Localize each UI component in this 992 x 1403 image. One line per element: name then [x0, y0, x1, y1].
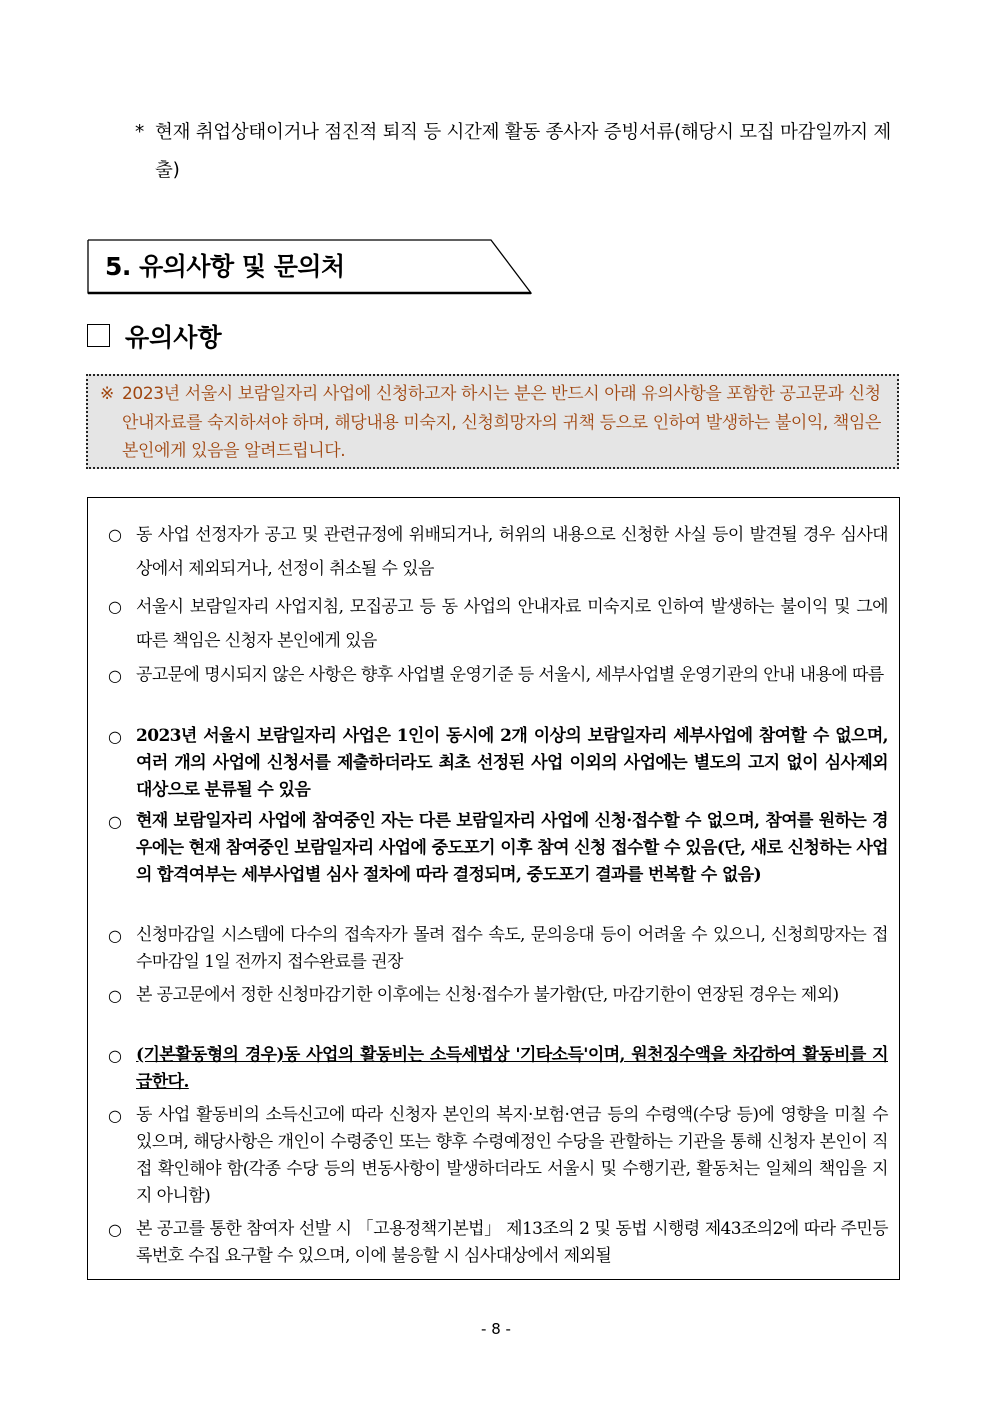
list-item: ○ 본 공고문에서 정한 신청마감기한 이후에는 신청·접수가 불가함(단, 마감기한이 연장된 경우는 제외): [108, 982, 888, 1009]
list-item: ○ 공고문에 명시되지 않은 사항은 향후 사업별 운영기준 등 서울시, 세부사업별 운영기관의 안내 내용에 따름: [108, 662, 888, 689]
page-number: - 8 -: [481, 1320, 511, 1338]
circle-bullet-icon: ○: [108, 812, 122, 831]
circle-bullet-icon: ○: [108, 525, 122, 544]
circle-bullet-icon: ○: [108, 1106, 122, 1125]
warning-notice-box: [86, 374, 899, 469]
circle-bullet-icon: ○: [108, 597, 122, 616]
section-heading: [87, 239, 532, 294]
circle-bullet-icon: ○: [108, 986, 122, 1005]
list-item: ○ 2023년 서울시 보람일자리 사업은 1인이 동시에 2개 이상의 보람일자리 세부사업에 참여할 수 없으며, 여러 개의 사업에 신청서를 제출하더라도 최초 선정된 사업 이외의 사업에는 별도의 고지 없이 심사제외 대상으로 분류될 수 있음: [108, 723, 888, 804]
note-marker: *: [135, 122, 144, 143]
list-item: ○ (기본활동형의 경우)동 사업의 활동비는 소득세법상 '기타소득'이며, 원천징수액을 차감하여 활동비를 지급한다.: [108, 1042, 888, 1096]
supporting-document-note: [135, 114, 895, 190]
list-item: ○ 현재 보람일자리 사업에 참여중인 자는 다른 보람일자리 사업에 신청·접수할 수 없으며, 참여를 원하는 경우에는 현재 참여중인 보람일자리 사업에 중도포기 이후 참여 신청 접수할 수 있음(단, 새로 신청하는 사업의 합격여부는 세부사업별 심사 절차에 따라 결정되며, 중도포기 결과를 번복할 수 없음): [108, 808, 888, 889]
circle-bullet-icon: ○: [108, 1046, 122, 1065]
circle-bullet-icon: ○: [108, 727, 122, 746]
list-item: ○ 본 공고를 통한 참여자 선발 시 「고용정책기본법」 제13조의 2 및 동법 시행령 제43조의2에 따라 주민등록번호 수집 요구할 수 있으며, 이에 불응할 시 심사대상에서 제외될: [108, 1216, 888, 1270]
subsection-title: 유의사항: [125, 323, 222, 352]
section-title: 5. 유의사항 및 문의처: [105, 252, 345, 281]
list-item: ○ 동 사업 활동비의 소득신고에 따라 신청자 본인의 복지·보험·연금 등의 수령액(수당 등)에 영향을 미칠 수 있으며, 해당사항은 개인이 수령중인 또는 향후 수령예정인 수당을 관할하는 기관을 통해 신청자 본인이 직접 확인해야 함(각종 수당 등의 변동사항이 발생하더라도 서울시 및 수행기관, 활동처는 일체의 책임을 지지 아니함): [108, 1102, 888, 1210]
reference-mark-icon: ※: [100, 384, 114, 404]
list-item: ○ 동 사업 선정자가 공고 및 관련규정에 위배되거나, 허위의 내용으로 신청한 사실 등이 발견될 경우 심사대상에서 제외되거나, 선정이 취소될 수 있음: [108, 518, 888, 586]
list-item: ○ 신청마감일 시스템에 다수의 접속자가 몰려 접수 속도, 문의응대 등이 어려울 수 있으니, 신청희망자는 접수마감일 1일 전까지 접수완료를 권장: [108, 922, 888, 976]
precautions-box: [87, 497, 900, 1280]
square-bullet-icon: [87, 324, 110, 347]
circle-bullet-icon: ○: [108, 1220, 122, 1239]
note-text: 현재 취업상태이거나 점진적 퇴직 등 시간제 활동 종사자 증빙서류(해당시 모집 마감일까지 제출): [155, 122, 892, 181]
list-item: ○ 서울시 보람일자리 사업지침, 모집공고 등 동 사업의 안내자료 미숙지로 인하여 발생하는 불이익 및 그에 따른 책임은 신청자 본인에게 있음: [108, 590, 888, 658]
circle-bullet-icon: ○: [108, 926, 122, 945]
circle-bullet-icon: ○: [108, 666, 122, 685]
warning-text: 2023년 서울시 보람일자리 사업에 신청하고자 하시는 분은 반드시 아래 유의사항을 포함한 공고문과 신청 안내자료를 숙지하셔야 하며, 해당내용 미숙지, 신청희망자의 귀책 등으로 인하여 발생하는 불이익, 책임은 본인에게 있음을 알려드립니다.: [122, 384, 881, 461]
